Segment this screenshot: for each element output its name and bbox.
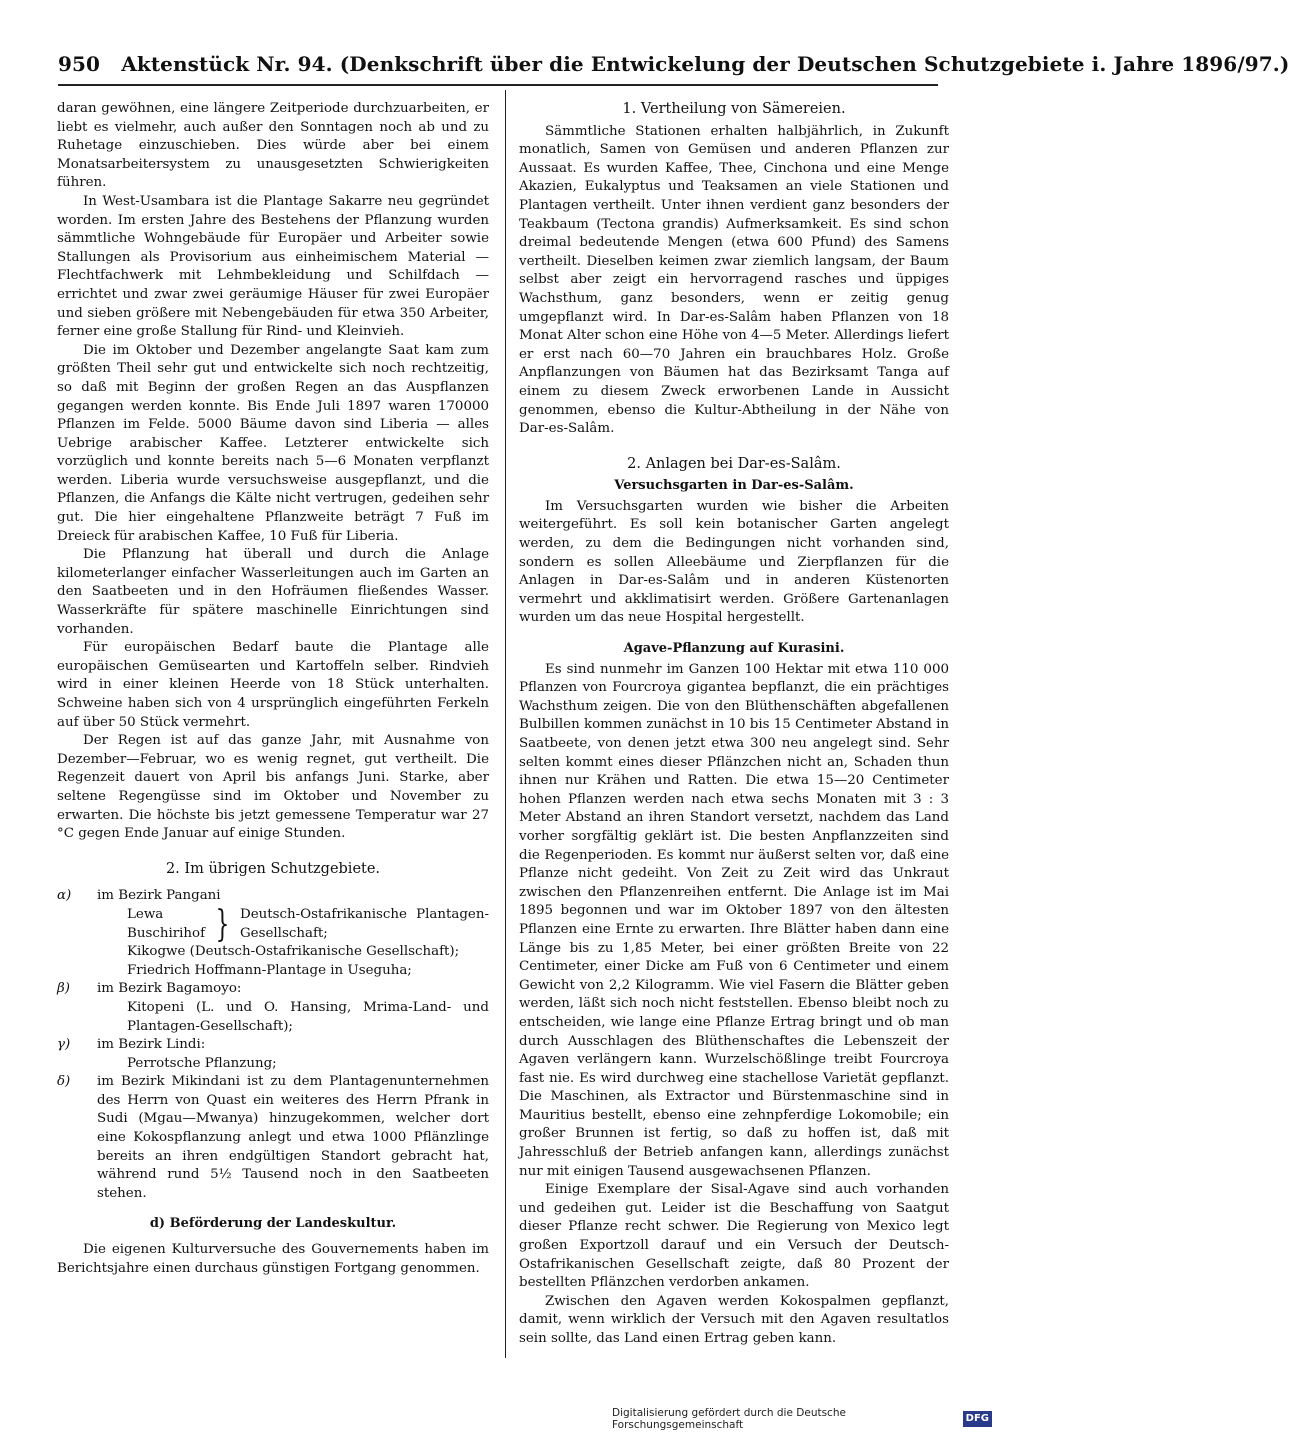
plantation-name: Lewa <box>127 906 164 922</box>
right-paragraph-1: Sämmtliche Stationen erhalten halbjährlich, in Zukunft monatlich, Samen von Gemüsen und anderen Pflanzen zur Aussaat. Es wurden Kaffee, Thee, Cinchona und eine Menge Akazien, Eukalyptus und Teaksamen an viele Stationen und Plantagen vertheilt. Unter ihnen verdient ganz besonders der Teakbaum (Tectona grandis) Aufmerksamkeit. Es sind schon dreimal bedeutende Mengen (etwa 600 Pfund) des Samens vertheilt. Dieselben keimen zwar ziemlich langsam, der Baum selbst aber zeigt ein hervorragend rasches und üppiges Wachsthum, ganz besonders, wenn er zeitig genug umgepflanzt wird. In Dar-es-Salâm haben Pflanzen von 18 Monat Alter schon eine Höhe von 4—5 Meter. Allerdings liefert er erst nach 60—70 Jahren ein brauchbares Holz. Große Anpflanzungen von Bäumen hat das Bezirksamt Tanga auf einem zu diesem Zweck erworbenen Lande in Aussicht genommen, ebenso die Kultur-Abtheilung in der Nähe von Dar-es-Salâm. <box>519 123 949 437</box>
right-paragraph-4: Einige Exemplare der Sisal-Agave sind auch vorhanden und gedeihen gut. Leider ist die Beschaffung von Saatgut dieser Pflanze recht schwer. Die Regierung von Mexico legt großen Exportzoll darauf und ein Versuch der Deutsch-Ostafrikanischen Gesellschaft zeigte, daß 80 Prozent der bestellten Pflänzchen verdorben ankamen. <box>519 1182 949 1291</box>
brace-group <box>57 903 489 945</box>
section-1-title: 1. Vertheilung von Sämereien. <box>622 101 846 117</box>
left-paragraph-2: In West-Usambara ist die Plantage Sakarre neu gegründet worden. Im ersten Jahre des Bestehens der Pflanzung wurden sämmtliche Wohngebäude für Europäer und Arbeiter sowie Stallungen als Provisorium aus einheimischem Material — Flechtfachwerk mit Lehmbekleidung und Schilfdach — errichtet und zwar zwei geräumige Häuser für zwei Europäer und sieben größere mit Nebengebäuden für etwa 350 Arbeiter, ferner eine große Stallung für Rind- und Kleinvieh. <box>57 193 489 340</box>
digitization-footer <box>612 1407 992 1431</box>
right-paragraph-5: Zwischen den Agaven werden Kokospalmen gepflanzt, damit, wenn wirklich der Versuch mit den Agaven resultatlos sein sollte, das Land einen Ertrag geben kann. <box>519 1293 949 1346</box>
list-item-beta <box>57 980 489 999</box>
section-d-title: d) Beförderung der Landeskultur. <box>149 1216 397 1232</box>
left-paragraph-1: daran gewöhnen, eine längere Zeitperiode durchzuarbeiten, er liebt es vielmehr, auch außer den Sonntagen noch ab und zu Ruhetage einzuschieben. Dies würde aber bei einem Monatsarbeitersystem zu unausgesetzten Schwierigkeiten führen. <box>57 101 489 191</box>
list-subline: Kikogwe (Deutsch-Ostafrikanische Gesellschaft); <box>127 944 460 960</box>
list-subline: Kitopeni (L. und O. Hansing, Mrima-Land- und Plantagen-Gesellschaft); <box>127 999 489 1034</box>
list-marker: β) <box>57 981 70 997</box>
section-2-anlagen-title: 2. Anlagen bei Dar-es-Salâm. <box>627 455 841 472</box>
page-number: 950 <box>58 52 101 76</box>
list-item-alpha <box>57 887 489 906</box>
list-marker: γ) <box>57 1037 71 1053</box>
right-paragraph-3: Es sind nunmehr im Ganzen 100 Hektar mit etwa 110 000 Pflanzen von Fourcroya gigantea bepflanzt, die ein prächtiges Wachsthum zeigen. Die von den Blüthenschäften abgefallenen Bulbillen kommen zunächst in 10 bis 15 Centimeter Abstand in Saatbeete, von denen jetzt etwa 300 neu angelegt sind. Sehr selten kommt eines dieser Pflänzchen nicht an, Schaden thun ihnen nur Krähen und Ratten. Die etwa 15—20 Centimeter hohen Pflanzen werden nach etwa sechs Monaten mit 3 : 3 Meter Abstand an ihren Standort versetzt, nachdem das Land vorher sorgfältig geklärt ist. Die besten Anpflanzzeiten sind die Regenperioden. Es kommt nur äußerst selten vor, daß eine Pflanze nicht gedeiht. Von Zeit zu Zeit wird das Unkraut zwischen den Pflanzenreihen entfernt. Die Anlage ist im Mai 1895 begonnen und war im Oktober 1897 von den ältesten Pflanzen eine Ernte zu erwarten. Ihre Blätter haben dann eine Länge bis zu 1,85 Meter, bei einer größten Breite von 22 Centimeter, einer Dicke am Fuß von 6 Centimeter und einem Gewicht von 2,2 Kilogramm. Wie viel Fasern die Blätter geben werden, läßt sich noch nicht feststellen. Ebenso bleibt noch zu entscheiden, wie lange eine Pflanze Ertrag bringt und ob man durch Ausschlagen des Blüthenschaftes die Lebenszeit der Agaven verlängern kann. Wurzelschößlinge treibt Fourcroya fast nie. Es wird durchweg eine stachellose Varietät gepflanzt. Die Maschinen, als Extractor und Bürstenmaschine sind in Mauritius bestellt, ebenso eine zehnpferdige Lokomobile; ein großer Brunnen ist fertig, so daß zu hoffen ist, daß mit Jahresschluß der Betrieb anfangen kann, allerdings zunächst nur mit einigen Tausend ausgewachsenen Pflanzen. <box>519 661 949 1179</box>
section-2-title: 2. Im übrigen Schutzgebiete. <box>165 860 381 877</box>
left-paragraph-3: Die im Oktober und Dezember angelangte Saat kam zum größten Theil sehr gut und entwickelte sich noch rechtzeitig, so daß mit Beginn der großen Regen an das Auspflanzen gegangen werden konnte. Bis Ende Juli 1897 waren 170000 Pflanzen im Felde. 5000 Bäume davon sind Liberia — alles Uebrige arabischer Kaffee. Letzterer entwickelte sich vorzüglich und konnte bereits nach 5—6 Monaten verpflanzt werden. Liberia wurde versuchsweise ausgepflanzt, und die Pflanzen, die Anfangs die Kälte nicht vertrugen, gedeihen sehr gut. Die hier eingehaltene Pflanzweite beträgt 7 Fuß im Dreieck für arabischen Kaffee, 10 Fuß für Liberia. <box>57 342 489 544</box>
list-text: im Bezirk Bagamoyo: <box>97 981 242 997</box>
list-text: im Bezirk Lindi: <box>97 1037 206 1053</box>
left-paragraph-7: Die eigenen Kulturversuche des Gouvernements haben im Berichtsjahre einen durchaus günstigen Fortgang genommen. <box>57 1242 489 1276</box>
page-header <box>58 52 1289 76</box>
left-paragraph-6: Der Regen ist auf das ganze Jahr, mit Ausnahme von Dezember—Februar, wo es wenig regnet, gut vertheilt. Die Regenzeit dauert von April bis anfangs Juni. Starke, aber seltene Regengüsse sind im Oktober und November zu erwarten. Die höchste bis jetzt gemessene Temperatur war 27 °C gegen Ende Januar auf einige Stunden. <box>57 733 489 842</box>
dfg-logo: DFG <box>963 1411 992 1427</box>
list-text: im Bezirk Pangani <box>97 888 221 904</box>
list-item-gamma <box>57 1036 489 1055</box>
brace-symbol: } <box>215 903 230 945</box>
right-paragraph-2: Im Versuchsgarten wurden wie bisher die Arbeiten weitergeführt. Es soll kein botanischer Garten angelegt werden, zu dem die Bedingungen nicht vorhanden sind, sondern es sollen Alleebäume und Zierpflanzen für die Anlagen in Dar-es-Salâm und in anderen Küstenorten vermehrt und akklimatisirt werden. Größere Gartenanlagen wurden um das neue Hospital hergestellt. <box>519 498 949 626</box>
subsection-versuchsgarten-title: Versuchsgarten in Dar-es-Salâm. <box>614 478 854 494</box>
list-subline: Perrotsche Pflanzung; <box>127 1055 277 1071</box>
page-title: Aktenstück Nr. 94. (Denkschrift über die Entwickelung der Deutschen Schutzgebiete i. Jahre 1896/97.) <box>121 52 1289 76</box>
list-marker: δ) <box>57 1074 71 1090</box>
left-column <box>57 100 489 1278</box>
header-rule <box>58 84 938 86</box>
list-subline: Friedrich Hoffmann-Plantage in Useguha; <box>127 962 412 978</box>
left-paragraph-5: Für europäischen Bedarf baute die Plantage alle europäischen Gemüsearten und Kartoffeln selber. Rindvieh wird in einer kleinen Heerde von 18 Stück unterhalten. Schweine haben sich von 4 ursprünglich eingeführten Ferkeln auf über 50 Stück vermehrt. <box>57 640 489 730</box>
column-divider <box>505 90 506 1358</box>
list-item-delta <box>57 1073 489 1203</box>
right-column <box>519 100 949 1349</box>
left-paragraph-4: Die Pflanzung hat überall und durch die Anlage kilometerlanger einfacher Wasserleitungen auch im Garten an den Saatbeeten und in den Hofräumen fließendes Wasser. Wasserkräfte für spätere maschinelle Einrichtungen sind vorhanden. <box>57 547 489 637</box>
list-text: im Bezirk Mikindani ist zu dem Plantagenunternehmen des Herrn von Quast ein weiteres des Herrn Pfrank in Sudi (Mgau—Mwanya) hinzugekommen, welcher dort eine Kokospflanzung anlegt und etwa 1000 Pflänzlinge bereits an ihren endgültigen Standort gebracht hat, während rund 5½ Tausend noch in den Saatbeeten stehen. <box>97 1074 489 1201</box>
list-marker: α) <box>57 888 72 904</box>
brace-names <box>127 906 205 943</box>
subsection-agave-title: Agave-Pflanzung auf Kurasini. <box>623 641 845 657</box>
plantation-name: Buschirihof <box>127 925 206 941</box>
footer-text: Digitalisierung gefördert durch die Deutsche Forschungsgemeinschaft <box>612 1407 846 1431</box>
company-name: Deutsch-Ostafrikanische Plantagen-Gesellschaft; <box>239 906 489 941</box>
